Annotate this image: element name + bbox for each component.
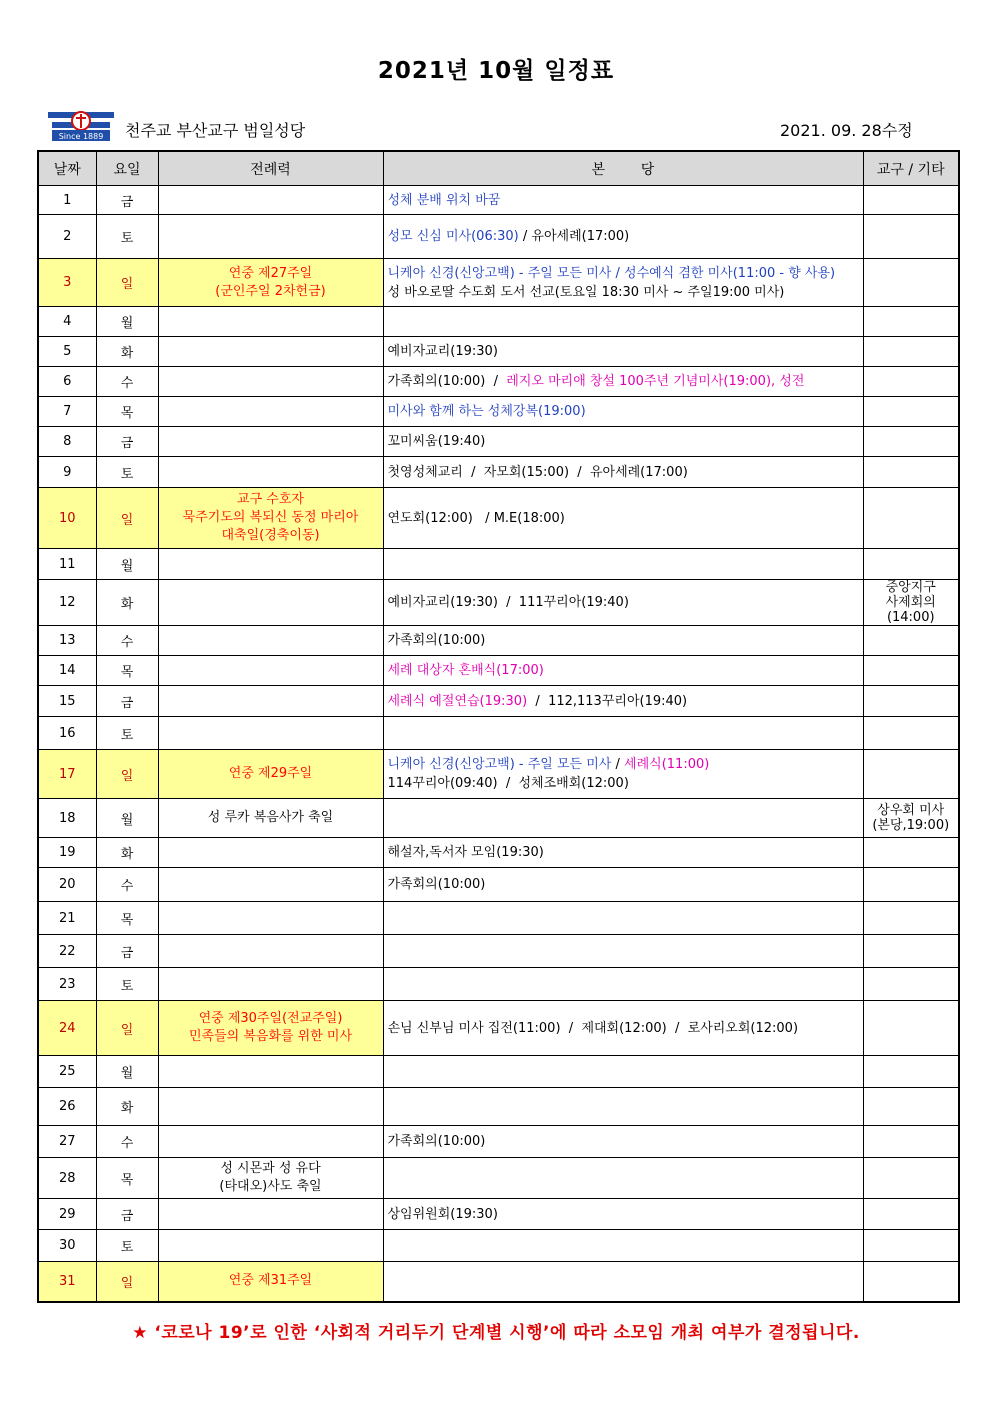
- cell-weekday: 일: [96, 259, 158, 307]
- cell-liturgy: [158, 307, 383, 337]
- table-row: [38, 838, 959, 868]
- cell-date: 18: [38, 799, 96, 838]
- other-line: 상우회 미사: [877, 803, 945, 818]
- parish-name: 천주교 부산교구 범일성당: [125, 121, 306, 140]
- cell-main: [383, 750, 863, 799]
- table-row: [38, 549, 959, 580]
- main-line: [388, 692, 859, 711]
- cell-other: [863, 1262, 959, 1302]
- cell-liturgy: [158, 1199, 383, 1230]
- main-line: [388, 1132, 859, 1151]
- cell-weekday: 월: [96, 1056, 158, 1088]
- cell-weekday: 일: [96, 750, 158, 799]
- main-line: [388, 755, 859, 774]
- cell-liturgy: [158, 549, 383, 580]
- event-text: /: [485, 374, 507, 389]
- cell-weekday: 수: [96, 868, 158, 902]
- cell-date: 12: [38, 580, 96, 626]
- table-row: [38, 1199, 959, 1230]
- cell-liturgy: [158, 186, 383, 215]
- cell-other: [863, 1088, 959, 1126]
- cell-date: 27: [38, 1126, 96, 1158]
- schedule-body: [38, 186, 959, 1302]
- cell-date: 6: [38, 367, 96, 397]
- event-text: /: [611, 757, 625, 772]
- event-text: 미사와 함께 하는 성체강복(19:00): [387, 404, 586, 419]
- cell-other: [863, 215, 959, 259]
- cell-liturgy: [158, 626, 383, 656]
- main-line: [388, 631, 859, 650]
- header-other: 교구 / 기타: [863, 151, 959, 186]
- liturgy-line: 연중 제27주일: [228, 265, 313, 281]
- header-liturgy: 전례력: [158, 151, 383, 186]
- cell-date: 26: [38, 1088, 96, 1126]
- event-text: 가족회의(10:00): [387, 877, 486, 892]
- cell-other: [863, 1199, 959, 1230]
- table-row: [38, 1001, 959, 1056]
- cell-main: [383, 367, 863, 397]
- main-line: [388, 283, 859, 302]
- cell-liturgy: [158, 902, 383, 935]
- cell-liturgy: [158, 838, 383, 868]
- event-text: 레지오 마리애 창설 100주년 기념미사(19:00), 성전: [506, 374, 805, 389]
- cell-other: [863, 427, 959, 457]
- event-text: 세례식(11:00): [624, 757, 710, 772]
- cell-main: [383, 799, 863, 838]
- cell-other: [863, 186, 959, 215]
- cell-weekday: 금: [96, 1199, 158, 1230]
- event-text: 상임위원회(19:30): [387, 1206, 498, 1222]
- cell-date: 23: [38, 968, 96, 1001]
- cell-other: [863, 307, 959, 337]
- liturgy-line: 성 시몬과 성 유다: [220, 1161, 321, 1176]
- cell-main: [383, 656, 863, 686]
- cell-liturgy: [158, 337, 383, 367]
- header-date: 날짜: [38, 151, 96, 186]
- table-row: [38, 427, 959, 457]
- cell-weekday: 일: [96, 1001, 158, 1056]
- cell-main: [383, 968, 863, 1001]
- cell-main: [383, 1088, 863, 1126]
- table-header-row: [38, 151, 959, 186]
- revision-date: 2021. 09. 28수정: [780, 121, 913, 140]
- event-text: / 제대회(12:00) / 로사리오회(12:00): [560, 1020, 799, 1036]
- cell-other: [863, 259, 959, 307]
- main-line: [388, 593, 859, 612]
- cell-liturgy: [158, 1126, 383, 1158]
- table-row: [38, 1262, 959, 1302]
- cell-date: 2: [38, 215, 96, 259]
- other-line: (본당,19:00): [872, 818, 950, 833]
- cell-main: [383, 186, 863, 215]
- header-weekday: 요일: [96, 151, 158, 186]
- table-row: [38, 902, 959, 935]
- cell-other: [863, 1158, 959, 1199]
- table-row: [38, 1126, 959, 1158]
- cell-weekday: 토: [96, 457, 158, 488]
- liturgy-line: 교구 수호자: [237, 492, 304, 507]
- cell-other: [863, 1056, 959, 1088]
- liturgy-line: (군인주일 2차헌금): [215, 283, 326, 299]
- table-row: [38, 799, 959, 838]
- cell-other: [863, 686, 959, 717]
- cell-liturgy: [158, 799, 383, 838]
- cell-other: [863, 367, 959, 397]
- cell-date: 8: [38, 427, 96, 457]
- table-row: [38, 1088, 959, 1126]
- cell-other: [863, 1230, 959, 1262]
- cell-main: [383, 1199, 863, 1230]
- cell-date: 19: [38, 838, 96, 868]
- cell-other: [863, 968, 959, 1001]
- cell-weekday: 수: [96, 1126, 158, 1158]
- liturgy-line: 연중 제30주일(전교주일): [198, 1011, 343, 1026]
- cell-other: [863, 656, 959, 686]
- cell-weekday: 금: [96, 686, 158, 717]
- cell-date: 4: [38, 307, 96, 337]
- event-text: 해설자,독서자 모임(19:30): [387, 845, 544, 860]
- cell-weekday: 금: [96, 427, 158, 457]
- table-row: [38, 868, 959, 902]
- cell-date: 7: [38, 397, 96, 427]
- cell-weekday: 화: [96, 1088, 158, 1126]
- cell-other: [863, 799, 959, 838]
- cell-date: 11: [38, 549, 96, 580]
- cell-date: 3: [38, 259, 96, 307]
- parish-logo: [46, 108, 116, 142]
- event-text: 성모 신심 미사(06:30): [387, 229, 519, 244]
- cell-liturgy: [158, 457, 383, 488]
- cell-main: [383, 717, 863, 750]
- event-text: 성 바오로딸 수도회 도서 선교(토요일 18:30 미사 ~ 주일19:00 미사): [387, 284, 785, 300]
- cell-other: [863, 580, 959, 626]
- event-text: 가족회의(10:00): [387, 374, 486, 389]
- cell-other: [863, 868, 959, 902]
- cell-main: [383, 215, 863, 259]
- header-main: 본 당: [383, 151, 863, 186]
- cell-weekday: 화: [96, 580, 158, 626]
- event-text: 세례식 예절연습(19:30): [387, 693, 528, 709]
- cell-other: [863, 549, 959, 580]
- main-line: [388, 191, 859, 210]
- table-row: [38, 580, 959, 626]
- event-text: 첫영성체교리 / 자모회(15:00) / 유아세례(17:00): [387, 464, 688, 480]
- cell-other: [863, 1001, 959, 1056]
- cell-weekday: 금: [96, 186, 158, 215]
- cell-liturgy: [158, 1158, 383, 1199]
- cell-weekday: 화: [96, 838, 158, 868]
- cell-weekday: 수: [96, 367, 158, 397]
- table-row: [38, 968, 959, 1001]
- main-line: [388, 875, 859, 894]
- main-line: [388, 463, 859, 482]
- cell-liturgy: [158, 717, 383, 750]
- table-row: [38, 656, 959, 686]
- cell-date: 9: [38, 457, 96, 488]
- event-text: 114꾸리아(09:40) / 성체조배회(12:00): [387, 776, 629, 791]
- cell-weekday: 목: [96, 656, 158, 686]
- cell-weekday: 일: [96, 1262, 158, 1302]
- cell-main: [383, 686, 863, 717]
- cell-main: [383, 626, 863, 656]
- cell-main: [383, 337, 863, 367]
- cell-weekday: 월: [96, 307, 158, 337]
- table-row: [38, 337, 959, 367]
- table-row: [38, 1056, 959, 1088]
- cell-other: [863, 488, 959, 549]
- cell-date: 22: [38, 935, 96, 968]
- schedule-table: [37, 150, 960, 1303]
- cell-date: 31: [38, 1262, 96, 1302]
- cell-liturgy: [158, 1230, 383, 1262]
- table-row: [38, 457, 959, 488]
- cell-date: 15: [38, 686, 96, 717]
- cell-date: 28: [38, 1158, 96, 1199]
- cell-weekday: 토: [96, 968, 158, 1001]
- cell-liturgy: [158, 215, 383, 259]
- cell-liturgy: [158, 1262, 383, 1302]
- cell-other: [863, 457, 959, 488]
- cell-main: [383, 868, 863, 902]
- event-text: 연도회(12:00) / M.E(18:00): [387, 510, 565, 526]
- page-title: 2021년 10월 일정표: [377, 58, 615, 84]
- cell-main: [383, 1056, 863, 1088]
- event-text: 성체 분배 위치 바꿈: [387, 192, 501, 208]
- cell-weekday: 목: [96, 1158, 158, 1199]
- liturgy-line: 연중 제29주일: [228, 766, 313, 781]
- table-row: [38, 717, 959, 750]
- main-line: [388, 227, 859, 246]
- cell-other: [863, 1126, 959, 1158]
- liturgy-line: 민족들의 복음화를 위한 미사: [188, 1029, 353, 1044]
- table-row: [38, 626, 959, 656]
- cell-date: 5: [38, 337, 96, 367]
- cell-main: [383, 902, 863, 935]
- cell-weekday: 월: [96, 799, 158, 838]
- table-row: [38, 367, 959, 397]
- cell-other: [863, 750, 959, 799]
- other-line: 사제회의(14:00): [885, 595, 936, 625]
- liturgy-line: 대축일(경축이동): [221, 528, 320, 543]
- cell-other: [863, 902, 959, 935]
- cell-weekday: 토: [96, 215, 158, 259]
- main-line: [388, 342, 859, 361]
- event-text: 세례 대상자 혼배식(17:00): [387, 663, 544, 678]
- table-row: [38, 186, 959, 215]
- cell-main: [383, 427, 863, 457]
- table-row: [38, 1158, 959, 1199]
- cell-liturgy: [158, 259, 383, 307]
- cell-other: [863, 397, 959, 427]
- cell-date: 1: [38, 186, 96, 215]
- main-line: [388, 372, 859, 391]
- cell-main: [383, 1126, 863, 1158]
- main-line: [388, 432, 859, 451]
- event-text: 니케아 신경(신앙고백) - 주일 모든 미사: [387, 757, 612, 772]
- table-row: [38, 259, 959, 307]
- cell-main: [383, 838, 863, 868]
- table-row: [38, 935, 959, 968]
- cell-other: [863, 626, 959, 656]
- cell-main: [383, 307, 863, 337]
- cell-liturgy: [158, 488, 383, 549]
- cell-liturgy: [158, 656, 383, 686]
- liturgy-line: 연중 제31주일: [228, 1273, 313, 1289]
- event-text: 니케아 신경(신앙고백) - 주일 모든 미사 / 성수예식 겸한 미사(11:00 - 향 사용): [387, 265, 836, 281]
- cell-date: 14: [38, 656, 96, 686]
- main-line: [388, 661, 859, 680]
- cell-date: 30: [38, 1230, 96, 1262]
- cell-other: [863, 935, 959, 968]
- cell-liturgy: [158, 1056, 383, 1088]
- main-line: [388, 843, 859, 862]
- main-line: [388, 264, 859, 283]
- liturgy-line: 성 루카 복음사가 축일: [207, 810, 334, 825]
- cell-weekday: 일: [96, 488, 158, 549]
- cell-date: 10: [38, 488, 96, 549]
- main-line: [388, 509, 859, 528]
- cell-liturgy: [158, 1088, 383, 1126]
- cell-main: [383, 1230, 863, 1262]
- cell-weekday: 토: [96, 717, 158, 750]
- cell-other: [863, 838, 959, 868]
- cell-liturgy: [158, 868, 383, 902]
- cell-main: [383, 580, 863, 626]
- cell-main: [383, 1001, 863, 1056]
- event-text: /: [518, 229, 532, 244]
- cell-liturgy: [158, 397, 383, 427]
- event-text: 가족회의(10:00): [387, 633, 486, 648]
- cell-main: [383, 935, 863, 968]
- main-line: [388, 1205, 859, 1224]
- event-text: 손님 신부님 미사 집전(11:00): [387, 1020, 561, 1036]
- cell-liturgy: [158, 367, 383, 397]
- notice-text: ★ ‘코로나 19’로 인한 ‘사회적 거리두기 단계별 시행’에 따라 소모임 개최 여부가 결정됩니다.: [132, 1323, 860, 1343]
- table-row: [38, 1230, 959, 1262]
- cell-date: 25: [38, 1056, 96, 1088]
- cell-main: [383, 488, 863, 549]
- cell-weekday: 금: [96, 935, 158, 968]
- cell-weekday: 목: [96, 397, 158, 427]
- cell-main: [383, 259, 863, 307]
- cell-date: 24: [38, 1001, 96, 1056]
- cell-liturgy: [158, 935, 383, 968]
- cell-date: 20: [38, 868, 96, 902]
- cell-main: [383, 457, 863, 488]
- liturgy-line: 묵주기도의 복되신 동정 마리아: [182, 510, 359, 525]
- table-row: [38, 307, 959, 337]
- event-text: 예비자교리(19:30) / 111꾸리아(19:40): [387, 595, 629, 610]
- cell-main: [383, 1262, 863, 1302]
- cell-date: 29: [38, 1199, 96, 1230]
- cell-main: [383, 397, 863, 427]
- cell-weekday: 화: [96, 337, 158, 367]
- cell-date: 16: [38, 717, 96, 750]
- event-text: 가족회의(10:00): [387, 1134, 486, 1149]
- main-line: [388, 1019, 859, 1038]
- cell-liturgy: [158, 686, 383, 717]
- main-line: [388, 774, 859, 793]
- cell-date: 21: [38, 902, 96, 935]
- table-row: [38, 686, 959, 717]
- cell-other: [863, 337, 959, 367]
- table-row: [38, 488, 959, 549]
- cell-weekday: 수: [96, 626, 158, 656]
- cell-liturgy: [158, 968, 383, 1001]
- cell-main: [383, 549, 863, 580]
- logo-text: Since 1889: [58, 132, 104, 141]
- table-row: [38, 215, 959, 259]
- cell-main: [383, 1158, 863, 1199]
- cell-other: [863, 717, 959, 750]
- cell-liturgy: [158, 580, 383, 626]
- table-row: [38, 397, 959, 427]
- cell-date: 17: [38, 750, 96, 799]
- main-line: [388, 402, 859, 421]
- other-line: 중앙지구: [885, 580, 936, 595]
- cell-weekday: 토: [96, 1230, 158, 1262]
- cell-weekday: 목: [96, 902, 158, 935]
- cell-liturgy: [158, 1001, 383, 1056]
- cell-liturgy: [158, 750, 383, 799]
- event-text: 유아세례(17:00): [531, 229, 630, 244]
- event-text: 예비자교리(19:30): [387, 344, 498, 359]
- cell-date: 13: [38, 626, 96, 656]
- event-text: / 112,113꾸리아(19:40): [527, 693, 688, 709]
- table-row: [38, 750, 959, 799]
- event-text: 꼬미씨움(19:40): [387, 434, 486, 449]
- cell-liturgy: [158, 427, 383, 457]
- liturgy-line: (타대오)사도 축일: [219, 1179, 322, 1194]
- cell-weekday: 월: [96, 549, 158, 580]
